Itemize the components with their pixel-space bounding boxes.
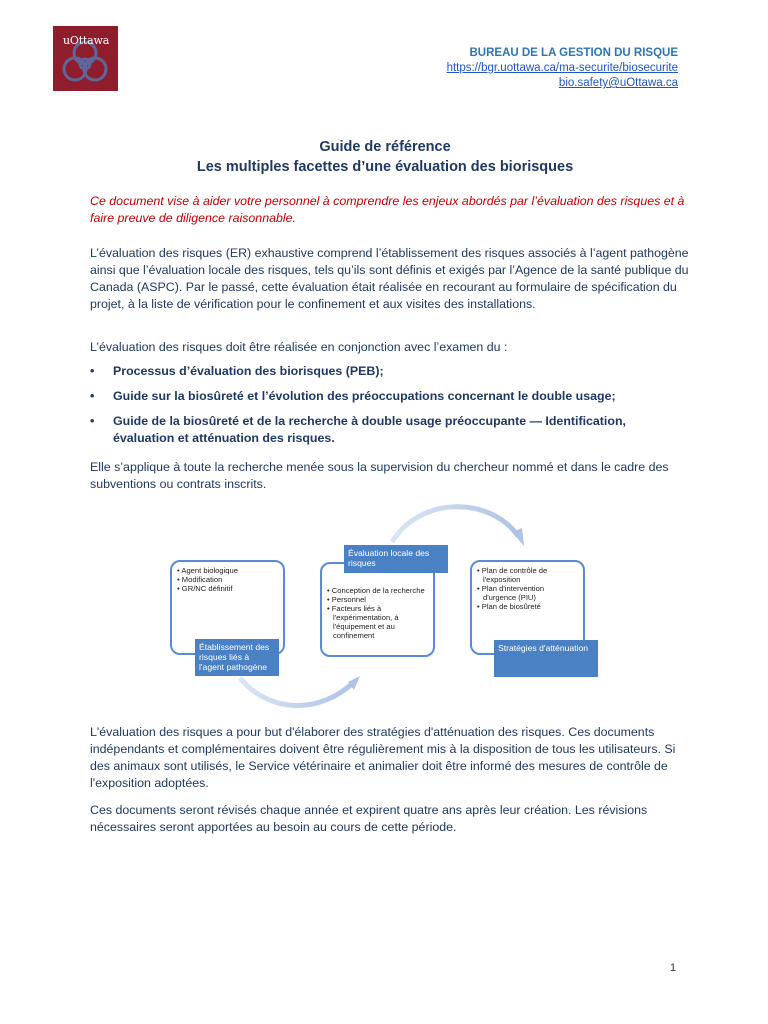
- paragraph-1: L’évaluation des risques (ER) exhaustive comprend l’établissement des risques associés à l’agent pathogène ainsi que l’évaluation locale des risques, tels qu’ils sont définis et exigés par l’Agence de la santé publique du Canada (ASPC). Par le passé, cette évaluation était réalisée en recourant au formulaire de spécification du projet, à la liste de vérification pour le confinement et aux visites des installations.: [90, 246, 689, 311]
- header-url-link[interactable]: https://bgr.uottawa.ca/ma-securite/biosecurite: [446, 62, 678, 74]
- list-item: • Agent biologique: [177, 566, 238, 575]
- page-number: 1: [670, 962, 677, 974]
- logo-text: uOttawa: [63, 34, 110, 47]
- list-item: • Personnel: [327, 595, 366, 604]
- paragraph-5: Ces documents seront révisés chaque année et expirent quatre ans après leur création. Les révisions nécessaires seront apportées au besoin au cours de cette période.: [90, 803, 648, 834]
- list-item: • Processus d’évaluation des biorisques (PEB);: [90, 364, 384, 378]
- list-item: • GR/NC définitif: [177, 584, 233, 593]
- list-item: • Plan d'intervention d'urgence (PIU): [477, 584, 545, 602]
- label-local-risks: Évaluation locale des risques: [344, 545, 448, 573]
- paragraph-3: Elle s’applique à toute la recherche menée sous la supervision du chercheur nommé et dans le cadre des subventions ou contrats inscrits.: [90, 460, 669, 491]
- header-org-name: BUREAU DE LA GESTION DU RISQUE: [469, 47, 678, 59]
- list-item: • Conception de la recherche: [327, 586, 425, 595]
- uottawa-logo: [53, 26, 118, 91]
- arrow-bottom: [240, 678, 354, 706]
- intro-text: Ce document vise à aider votre personnel à comprendre les enjeux abordés par l’évaluation des risques et à faire preuve de diligence raisonnable.: [90, 194, 685, 225]
- paragraph-2: L’évaluation des risques doit être réalisée en conjonction avec l’examen du :: [90, 340, 508, 354]
- header-contact: [447, 46, 678, 91]
- arrow-top: [392, 507, 518, 542]
- box-local-risks: [320, 562, 435, 657]
- risk-assessment-diagram: [160, 500, 610, 710]
- list-item: • Plan de contrôle de l'exposition: [477, 566, 548, 584]
- list-item: • Facteurs liés à l'expérimentation, à l'équipement et au confinement: [327, 604, 399, 640]
- bullet-icon: •: [90, 364, 95, 378]
- list-item: • Plan de biosûreté: [477, 602, 541, 611]
- header-email-link[interactable]: bio.safety@uOttawa.ca: [558, 77, 678, 89]
- review-list: [90, 363, 690, 455]
- title-line-1: Guide de référence: [319, 139, 451, 155]
- bullet-icon: •: [90, 389, 95, 403]
- title-line-2: Les multiples facettes d’une évaluation des biorisques: [196, 159, 574, 175]
- paragraph-4: L'évaluation des risques a pour but d'élaborer des stratégies d'atténuation des risques. Ces documents indépendants et complémentaires doivent être régulièrement mis à la disposition de tous les utilisateurs. Si des animaux sont utilisés, le Service vétérinaire et animalier doit être informé des mesures de contrôle de l'exposition adoptées.: [90, 725, 676, 790]
- bullet-icon: •: [90, 414, 95, 428]
- list-item: • Modification: [177, 575, 223, 584]
- list-item: • Guide de la biosûreté et de la recherche à double usage préoccupante — Identification, évaluation et atténuation des risques.: [90, 414, 626, 445]
- label-mitigation: Stratégies d'atténuation: [494, 640, 598, 677]
- label-agent-risks: Établissement des risques liés à l'agent pathogène: [195, 639, 279, 676]
- list-item: • Guide sur la biosûreté et l’évolution des préoccupations concernant le double usage;: [90, 389, 616, 403]
- document-title: [90, 137, 680, 177]
